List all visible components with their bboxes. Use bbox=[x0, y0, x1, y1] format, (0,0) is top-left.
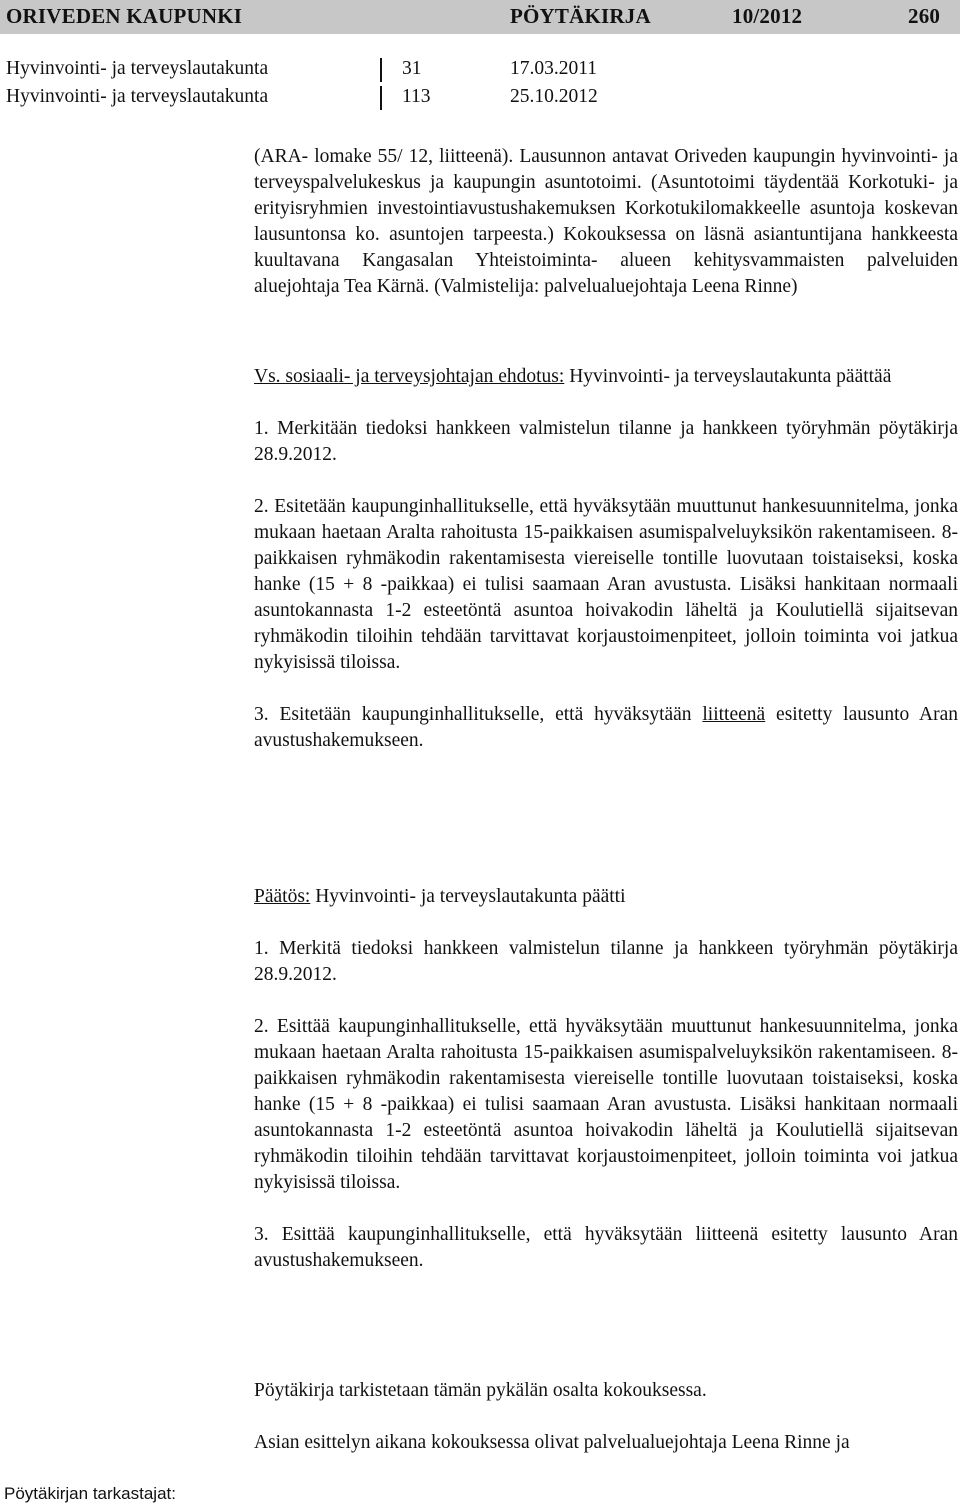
page-number: 260 bbox=[908, 4, 941, 28]
proposal-item-1: 1. Merkitään tiedoksi hankkeen valmistelun tilanne ja hankkeen työryhmän pöytäkirja 28.9.2012. bbox=[254, 418, 958, 465]
organization-name: ORIVEDEN KAUPUNKI bbox=[6, 4, 243, 28]
committee-name: Hyvinvointi- ja terveyslautakunta bbox=[6, 58, 269, 79]
proposal-item-3-start: 3. Esitetään kaupunginhallitukselle, että hyväksytään bbox=[254, 704, 703, 725]
proposal-label: Vs. sosiaali- ja terveysjohtajan ehdotus: bbox=[254, 366, 565, 387]
proposal-item-2: 2. Esitetään kaupunginhallitukselle, että hyväksytään muuttunut hankesuunnitelma, jonka mukaan haetaan Aralta rahoitusta 15-paikkaisen asumispalveluyksikön rakentamiseen. 8-paikkaisen ryhmäkodin rakentamisesta viereiselle tontille luovutaan toistaiseksi, koska hanke (15 + 8 -paikkaa) ei tulisi saamaan Aran avustusta. Lisäksi hankitaan normaali asuntokannasta 1-2 esteetöntä asuntoa hoivakodin läheltä ja Koulutiellä sijaitsevan ryhmäkodin tiloihin tehdään tarvittavat korjaustoimenpiteet, jolloin toiminta voi jatkua nykyisissä tiloissa. bbox=[254, 496, 958, 673]
decision-label: Päätös: bbox=[254, 886, 311, 907]
section-number: 31 bbox=[402, 58, 422, 79]
decision-item-1: 1. Merkitä tiedoksi hankkeen valmistelun tilanne ja hankkeen työryhmän pöytäkirja 28.9.2012. bbox=[254, 938, 958, 985]
committee-name: Hyvinvointi- ja terveyslautakunta bbox=[6, 86, 269, 107]
closing-presenters: Asian esittelyn aikana kokouksessa olivat palvelualuejohtaja Leena Rinne ja bbox=[254, 1432, 850, 1453]
document-type: PÖYTÄKIRJA bbox=[510, 4, 651, 28]
section-number: 113 bbox=[402, 86, 431, 107]
meeting-date: 25.10.2012 bbox=[510, 86, 598, 107]
footer-reviewers: Pöytäkirjan tarkastajat: bbox=[4, 1484, 176, 1503]
closing-note: Pöytäkirja tarkistetaan tämän pykälän osalta kokouksessa. bbox=[254, 1380, 707, 1401]
section-sign bbox=[380, 86, 382, 110]
document-header bbox=[0, 0, 960, 34]
decision-text: Hyvinvointi- ja terveyslautakunta päätti bbox=[310, 886, 626, 907]
decision-item-3: 3. Esittää kaupunginhallitukselle, että hyväksytään liitteenä esitetty lausunto Aran avustushakemukseen. bbox=[254, 1224, 958, 1271]
proposal-item-3-end: esitetty lausunto Aran avustushakemukseen. bbox=[254, 704, 959, 751]
document-number: 10/2012 bbox=[732, 4, 803, 28]
decision-heading bbox=[254, 884, 958, 910]
attachment-link[interactable]: liitteenä bbox=[702, 704, 766, 725]
decision-block bbox=[254, 884, 958, 1274]
proposal-block bbox=[254, 364, 958, 754]
intro-paragraph: (ARA- lomake 55/ 12, liitteenä). Lausunnon antavat Oriveden kaupungin hyvinvointi- ja terveyspalvelukeskus ja kaupungin asuntotoimi. (Asuntotoimi täydentää Korkotuki- ja erityisryhmien investointiavustushakemuksen Korkotukilomakkeelle asuntoja koskevan lausuntonsa ko. asuntojen tarpeesta.) Kokouksessa on läsnä asiantuntijana hankkeesta kuultavana Kangasalan Yhteistoiminta- alueen kehitysvammaisten palveluiden aluejohtaja Tea Kärnä. (Valmistelija: palvelualuejohtaja Leena Rinne) bbox=[254, 146, 958, 297]
intro-paragraph-block bbox=[254, 144, 958, 300]
proposal-item-3 bbox=[254, 702, 958, 754]
decision-item-2: 2. Esittää kaupunginhallitukselle, että hyväksytään muuttunut hankesuunnitelma, jonka mukaan haetaan Aralta rahoitusta 15-paikkaisen asumispalveluyksikön rakentamiseen. 8-paikkaisen ryhmäkodin rakentamisesta viereiselle tontille luovutaan toistaiseksi, koska hanke (15 + 8 -paikkaa) ei tulisi saamaan Aran avustusta. Lisäksi hankitaan normaali asuntokannasta 1-2 esteetöntä asuntoa hoivakodin läheltä ja Koulutiellä sijaitsevan ryhmäkodin tiloihin tehdään tarvittavat korjaustoimenpiteet, jolloin toiminta voi jatkua nykyisissä tiloissa. bbox=[254, 1016, 958, 1193]
section-sign bbox=[380, 58, 382, 82]
closing-block bbox=[254, 1378, 958, 1456]
proposal-text: Hyvinvointi- ja terveyslautakunta päättää bbox=[564, 366, 892, 387]
meeting-date: 17.03.2011 bbox=[510, 58, 598, 79]
proposal-heading bbox=[254, 364, 958, 390]
